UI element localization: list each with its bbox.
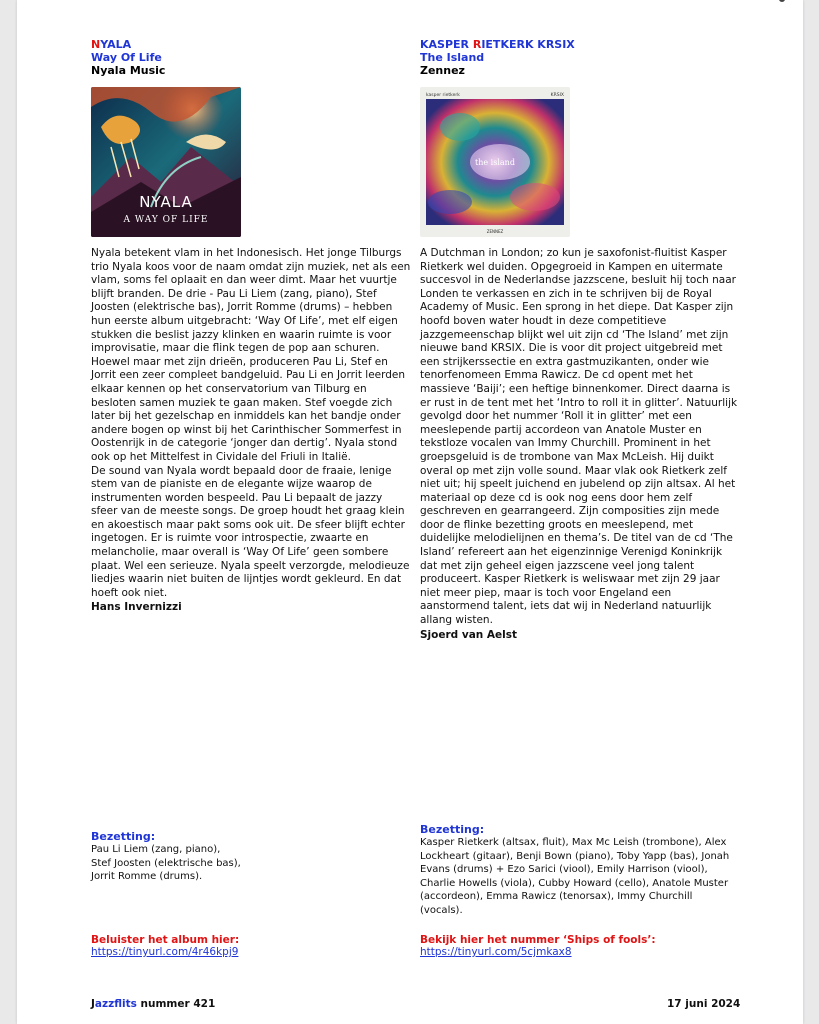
listen-link-block [91,934,421,958]
bezetting-title: Bezetting: [91,830,156,843]
review-author: Hans Invernizzi [91,601,182,614]
svg-text:ZENNEZ: ZENNEZ [486,229,504,234]
page-corner-mark [779,0,785,2]
line-up-krsix [420,823,738,918]
record-label: Nyala Music [91,64,166,77]
line-up-nyala [91,830,421,884]
artist-name: KASPER RIETKERK KRSIX [420,38,575,51]
review-kasper-rietkerk [420,38,740,641]
svg-text:kasper rietkerk: kasper rietkerk [426,93,460,98]
listen-link-title: Beluister het album hier: [91,934,240,946]
listen-link[interactable]: https://tinyurl.com/4r46kpj9 [91,946,239,958]
review-paragraph: Nyala betekent vlam in het Indonesisch. Het jonge Tilburgs trio Nyala koos voor de naam omdat zijn muziek, net als een vlam, soms fel oplaait en dan weer dimt. Maar het vuurtje blijft branden. De drie - Pau Li Liem (zang, piano), Stef Joosten (elektrische bas), Jorrit Romme (drums) – hebben hun eerste album uitgebracht: ‘Way Of Life’, met elf eigen stukken die beslist jazzy klinken en waarin ruimte is voor improvisatie, maar die flink tegen de pop aan schuren. [91,247,411,355]
artist-name: NYALA [91,38,132,51]
bezetting-text: Kasper Rietkerk (altsax, fluit), Max Mc Leish (trombone), Alex Lockheart (gitaar), Benji Bown (piano), Toby Yapp (bas), Jonah Evans (drums) + Ezo Sarici (viool), Emily Harrison (viool), Charlie Howells (viola), Cubby Howard (cello), Anatole Muster (accordeon), Emma Rawicz (tenorsax), Immy Churchill (vocals). [420,837,730,916]
record-label: Zennez [420,64,465,77]
watch-link-title: Bekijk hier het nummer ‘Ships of fools’: [420,934,656,946]
cover-subtitle: A WAY OF LIFE [123,215,209,225]
bezetting-line: Pau Li Liem (zang, piano), [91,844,221,855]
review-paragraph: Hoewel maar met zijn drieën, produceren Pau Li, Stef en Jorrit een zeer compleet bandgeluid. Pau Li en Jorrit leerden elkaar kennen op het conservatorium van Tilburg en besloten samen muziek te gaan maken. Stef voegde zich later bij het gezelschap en inmiddels kan het bandje onder andere bogen op winst bij het Carinthischer Sommerfest in Oostenrijk in de categorie ‘jonger dan dertig’. Nyala stond ook op het Mittelfest in Cividale del Friuli in Italië. [91,355,406,463]
watch-link[interactable]: https://tinyurl.com/5cjmkax8 [420,946,572,958]
review-body [91,247,411,600]
cover-caption: the island [475,158,515,167]
footer-date: 17 juni 2024 [667,998,741,1010]
review-paragraph: A Dutchman in London; zo kun je saxofonist-fluitist Kasper Rietkerk wel duiden. Opgegroeid in Kampen en uitermate succesvol in de Nederlandse jazzscene, besluit hij toch naar Londen te verkassen en zich in te schrijven bij de Royal Academy of Music. Een sprong in het diepe. Dat Kasper zijn hoofd boven water houdt in deze competitieve jazzgemeenschap blijkt wel uit zijn cd ‘The Island’ met zijn nieuwe band KRSIX. Die is voor dit project uitgebreid met een strijkerssectie en extra gastmuzikanten, onder wie tenorfenomeen Emma Rawicz. De cd opent met het massieve ‘Baiji’; een heftige binnenkomer. Direct daarna is er rust in de tent met het ‘Intro to roll it in glitter’. Natuurlijk gevolgd door het nummer ‘Roll it in glitter’ met een meeslepende partij accordeon van Anatole Muster en tekstloze vocalen van Immy Churchill. Prominent in het groepsgeluid is de trombone van Max McLeish. Hij duikt overal op met zijn volle sound. Maar vlak ook Rietkerk zelf niet uit; hij speelt juichend en jubelend op zijn altsax. Al het materiaal op deze cd is ook nog eens door hem zelf geschreven en gearrangeerd. Zijn composities zijn mede door de flinke bezetting groots en meeslepend, met duidelijke melodielijnen en thema’s. De titel van de cd ‘The Island’ refereert aan het eigenzinnige Verenigd Koninkrijk dat met zijn geheel eigen jazzscene veel jong talent produceert. Kasper Rietkerk is weliswaar met zijn 29 jaar niet meer piep, maar is toch voor Engeland een aanstormend talent, iets dat wij in Nederland natuurlijk allang wisten. [420,247,738,627]
footer-publication: Jazzflits nummer 421 [91,998,216,1010]
review-author: Sjoerd van Aelst [420,628,518,641]
album-title: The Island [420,51,485,64]
album-cover-nyala-image [91,87,241,237]
bezetting-title: Bezetting: [420,823,485,836]
album-title: Way Of Life [91,51,162,64]
watch-link-block [420,934,750,958]
review-paragraph: De sound van Nyala wordt bepaald door de fraaie, lenige stem van de pianiste en de elegante wijze waarop de instrumenten worden bespeeld. Pau Li bepaalt de jazzy sfeer van de meeste songs. De groep houdt het graag klein en akoestisch maar pakt soms ook uit. De sfeer blijft echter ingetogen. Er is ruimte voor introspectie, zwaarte en melancholie, maar overall is ‘Way Of Life’ geen sombere plaat. Wel een serieuze. Nyala speelt verzorgde, melodieuze liedjes waarin niet buiten de lijntjes wordt gekleurd. En dat hoeft ook niet. [91,464,410,599]
svg-text:KRSIX: KRSIX [550,93,564,98]
bezetting-line: Jorrit Romme (drums). [91,871,203,883]
magazine-page [17,0,803,1024]
cover-title: NYALA [139,193,193,211]
bezetting-line: Stef Joosten (elektrische bas), [91,857,241,869]
review-body [420,247,740,628]
review-nyala [91,38,411,613]
album-cover-the-island-image [420,87,570,237]
